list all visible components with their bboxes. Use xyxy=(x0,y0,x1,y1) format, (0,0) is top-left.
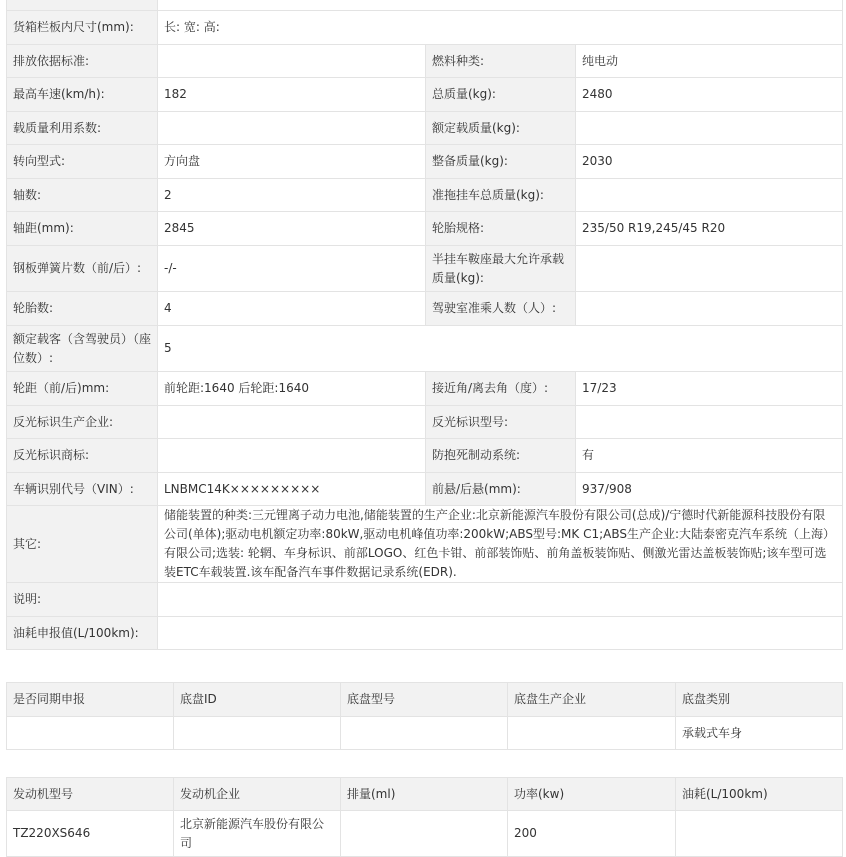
spec-label: 说明: xyxy=(7,583,158,617)
engine-header-cell: 功率(kw) xyxy=(508,778,676,811)
spec-label: 转向型式: xyxy=(7,145,158,179)
chassis-cell xyxy=(508,717,676,750)
spec-value: 储能装置的种类:三元锂离子动力电池,储能装置的生产企业:北京新能源汽车股份有限公司(总成)/宁德时代新能源科技股份有限公司(单体);驱动电机额定功率:80kW,驱动电机峰值功率:200kW;ABS型号:MK C1;ABS生产企业:大陆泰密克汽车系统（上海）有限公司;选装: 轮辋、车身标识、前部LOGO、红色卡钳、前部装饰贴、前角盖板装饰贴、侧激光雷达盖板装饰贴;该车型可选装ETC车载装置.该车配备汽车事件数据记录系统(EDR). xyxy=(158,506,843,583)
spec-value: 5 xyxy=(158,326,843,372)
spec-row xyxy=(7,112,843,145)
spec-label: 半挂车鞍座最大允许承载质量(kg): xyxy=(426,246,576,292)
engine-header-cell: 发动机企业 xyxy=(174,778,341,811)
spec-label: 轮胎规格: xyxy=(426,212,576,246)
spec-value xyxy=(158,45,426,78)
spec-value: 17/23 xyxy=(576,372,843,406)
spec-value: -/- xyxy=(158,246,426,292)
chassis-row xyxy=(7,717,843,750)
spec-label: 反光标识型号: xyxy=(426,406,576,439)
spec-row xyxy=(7,473,843,506)
engine-row xyxy=(7,811,843,857)
spec-row xyxy=(7,179,843,212)
spec-label: 额定载质量(kg): xyxy=(426,112,576,145)
engine-cell xyxy=(676,811,843,857)
spec-label: 反光标识商标: xyxy=(7,439,158,473)
spec-row xyxy=(7,11,843,45)
engine-header-cell: 排量(ml) xyxy=(341,778,508,811)
spec-value xyxy=(576,406,843,439)
spec-label: 载质量利用系数: xyxy=(7,112,158,145)
spec-value: 2845 xyxy=(158,212,426,246)
spec-row xyxy=(7,212,843,246)
engine-table xyxy=(6,777,843,857)
spec-value: 2480 xyxy=(576,78,843,112)
spec-label: 轮胎数: xyxy=(7,292,158,326)
spec-value: 4 xyxy=(158,292,426,326)
spec-label: 总质量(kg): xyxy=(426,78,576,112)
engine-cell xyxy=(341,811,508,857)
spec-label: 轴数: xyxy=(7,179,158,212)
engine-cell: 200 xyxy=(508,811,676,857)
spec-label: 最高车速(km/h): xyxy=(7,78,158,112)
spec-row xyxy=(7,583,843,617)
spec-value: 方向盘 xyxy=(158,145,426,179)
spec-label: 接近角/离去角（度）: xyxy=(426,372,576,406)
spec-row xyxy=(7,246,843,292)
spec-label xyxy=(7,0,158,11)
spec-row xyxy=(7,145,843,179)
spec-value xyxy=(576,179,843,212)
spec-value: 2 xyxy=(158,179,426,212)
spec-value xyxy=(158,617,843,650)
chassis-header-cell: 是否同期申报 xyxy=(7,683,174,717)
spec-value: 有 xyxy=(576,439,843,473)
engine-header-row xyxy=(7,778,843,811)
spec-value: 前轮距:1640 后轮距:1640 xyxy=(158,372,426,406)
spec-row xyxy=(7,506,843,583)
engine-header-cell: 油耗(L/100km) xyxy=(676,778,843,811)
spec-value: 235/50 R19,245/45 R20 xyxy=(576,212,843,246)
chassis-header-cell: 底盘ID xyxy=(174,683,341,717)
spec-value xyxy=(158,439,426,473)
spec-label: 准拖挂车总质量(kg): xyxy=(426,179,576,212)
spec-value: 纯电动 xyxy=(576,45,843,78)
spec-label: 钢板弹簧片数（前/后）: xyxy=(7,246,158,292)
spec-row xyxy=(7,45,843,78)
spec-value xyxy=(576,246,843,292)
vehicle-spec-table xyxy=(6,0,843,650)
spec-value xyxy=(576,112,843,145)
chassis-cell xyxy=(7,717,174,750)
chassis-cell: 承载式车身 xyxy=(676,717,843,750)
spec-label: 车辆识别代号（VIN）: xyxy=(7,473,158,506)
spec-row xyxy=(7,617,843,650)
chassis-cell xyxy=(174,717,341,750)
spec-label: 燃料种类: xyxy=(426,45,576,78)
engine-header-cell: 发动机型号 xyxy=(7,778,174,811)
spec-label: 额定载客（含驾驶员）（座位数）: xyxy=(7,326,158,372)
spec-label: 排放依据标准: xyxy=(7,45,158,78)
spec-label: 整备质量(kg): xyxy=(426,145,576,179)
spec-value xyxy=(158,112,426,145)
spec-value xyxy=(576,292,843,326)
chassis-header-row xyxy=(7,683,843,717)
spec-value: 长: 宽: 高: xyxy=(158,11,843,45)
chassis-header-cell: 底盘类别 xyxy=(676,683,843,717)
spec-label: 货箱栏板内尺寸(mm): xyxy=(7,11,158,45)
spec-row xyxy=(7,0,843,11)
spec-value: LNBMC14K××××××××× xyxy=(158,473,426,506)
spec-value xyxy=(158,0,843,11)
engine-cell: TZ220XS646 xyxy=(7,811,174,857)
spec-label: 驾驶室准乘人数（人）: xyxy=(426,292,576,326)
spec-label: 轴距(mm): xyxy=(7,212,158,246)
spec-value: 182 xyxy=(158,78,426,112)
spec-row xyxy=(7,292,843,326)
spec-value xyxy=(158,583,843,617)
spec-label: 轮距（前/后)mm: xyxy=(7,372,158,406)
spec-row xyxy=(7,439,843,473)
spec-label: 反光标识生产企业: xyxy=(7,406,158,439)
chassis-header-cell: 底盘生产企业 xyxy=(508,683,676,717)
spec-label: 前悬/后悬(mm): xyxy=(426,473,576,506)
chassis-header-cell: 底盘型号 xyxy=(341,683,508,717)
spec-label: 防抱死制动系统: xyxy=(426,439,576,473)
spec-row xyxy=(7,78,843,112)
chassis-table xyxy=(6,682,843,750)
spec-value xyxy=(158,406,426,439)
spec-value: 2030 xyxy=(576,145,843,179)
spec-value: 937/908 xyxy=(576,473,843,506)
spec-row xyxy=(7,326,843,372)
spec-row xyxy=(7,372,843,406)
spec-row xyxy=(7,406,843,439)
chassis-cell xyxy=(341,717,508,750)
spec-label: 其它: xyxy=(7,506,158,583)
spec-label: 油耗申报值(L/100km): xyxy=(7,617,158,650)
engine-cell: 北京新能源汽车股份有限公司 xyxy=(174,811,341,857)
